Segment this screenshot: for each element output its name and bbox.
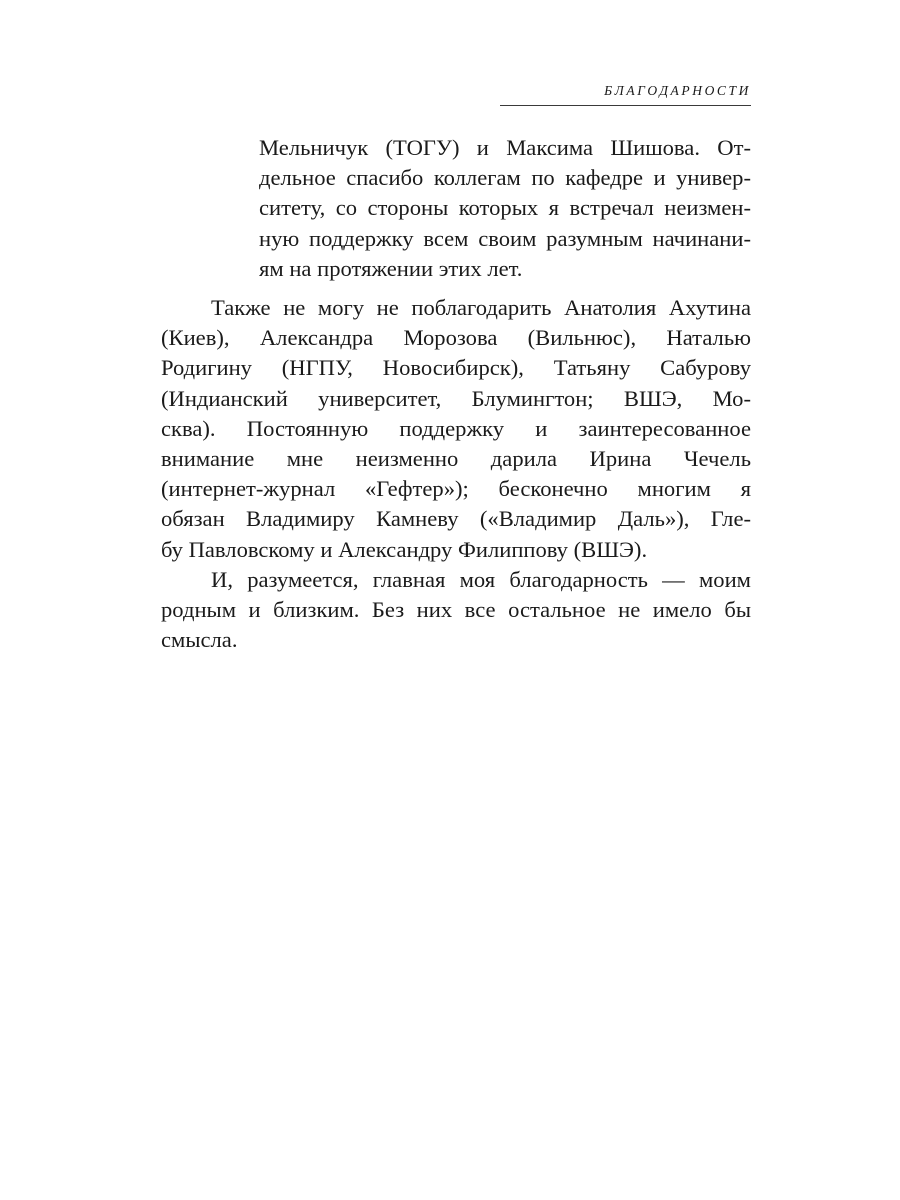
continued-paragraph <box>259 133 751 284</box>
text-line: (Индианский университет, Блумингтон; ВШЭ, Мо- <box>161 385 751 411</box>
text-line: (Киев), Александра Морозова (Вильнюс), Наталью <box>161 325 751 351</box>
text-line: внимание мне неизменно дарила Ирина Чечель <box>161 446 751 472</box>
text-line: ям на протяжении этих лет. <box>259 255 523 281</box>
text-line: обязан Владимиру Камневу («Владимир Даль»), Гле- <box>161 506 751 532</box>
page-body <box>161 133 751 655</box>
running-header: БЛАГОДАРНОСТИ <box>500 81 751 106</box>
text-line: сква). Постоянную поддержку и заинтересованное <box>161 415 751 441</box>
text-line: бу Павловскому и Александру Филиппову (ВШЭ). <box>161 536 648 562</box>
text-line: смысла. <box>161 627 238 653</box>
text-line: Родигину (НГПУ, Новосибирск), Татьяну Сабурову <box>161 355 751 381</box>
text-line: И, разумеется, главная моя благодарность — моим <box>211 566 751 592</box>
text-line: (интернет-журнал «Гефтер»); бесконечно многим я <box>161 476 751 502</box>
text-line: ситету, со стороны которых я встречал неизмен- <box>259 195 751 221</box>
text-line: дельное спасибо коллегам по кафедре и универ- <box>259 165 751 191</box>
text-line: Мельничук (ТОГУ) и Максима Шишова. От- <box>259 135 751 160</box>
acknowledgement-paragraph <box>161 293 751 565</box>
text-line: родным и близким. Без них все остальное не имело бы <box>161 597 751 623</box>
text-line: ную поддержку всем своим разумным начинани- <box>259 225 751 251</box>
closing-paragraph <box>161 565 751 656</box>
text-line: Также не могу не поблагодарить Анатолия Ахутина <box>211 295 751 321</box>
